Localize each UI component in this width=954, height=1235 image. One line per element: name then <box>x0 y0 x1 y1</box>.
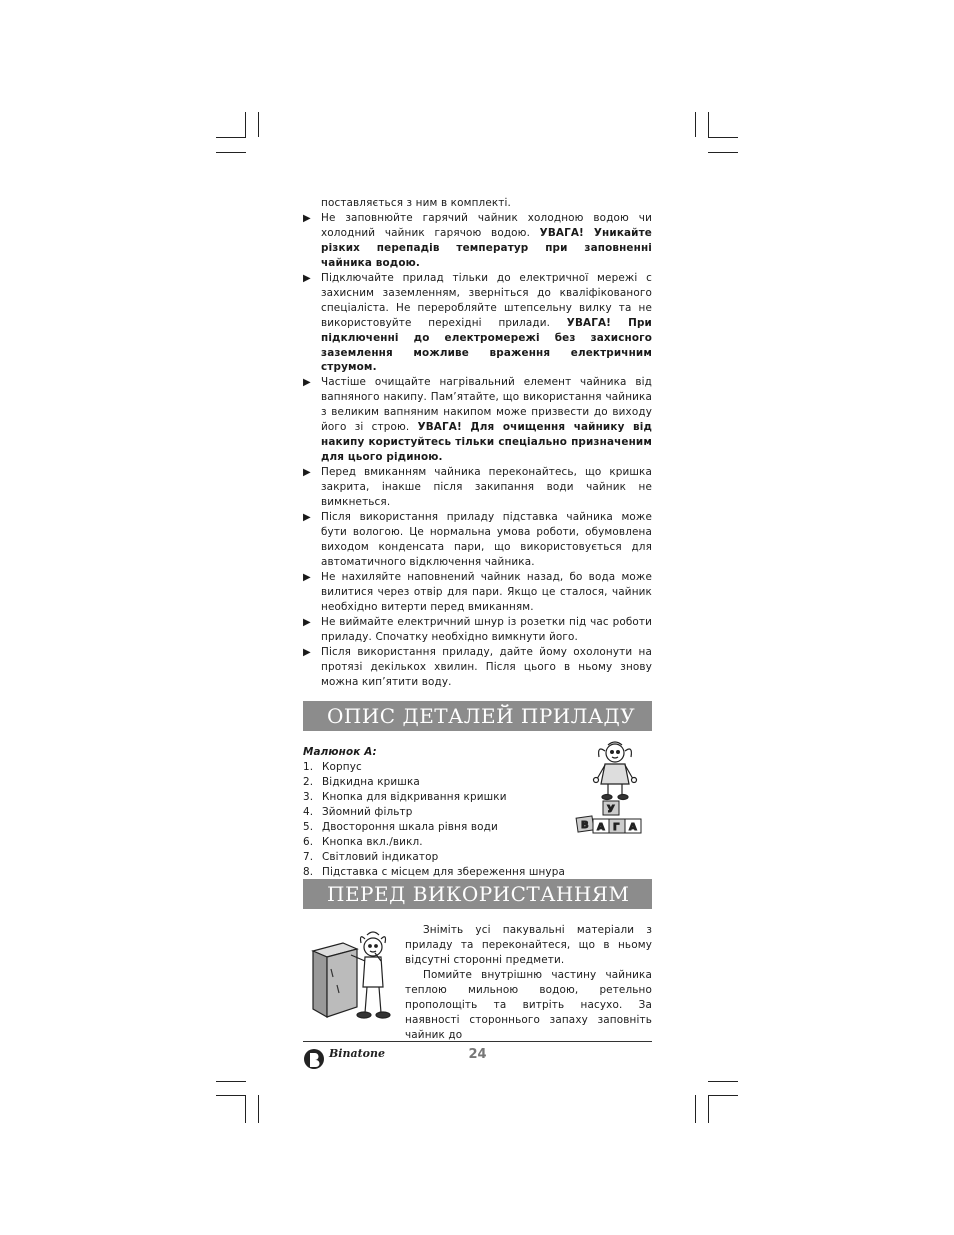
item-number: 5. <box>303 821 314 834</box>
before-use-text <box>405 923 652 1043</box>
crop-mark <box>708 1081 738 1082</box>
block-letter: А <box>597 822 605 834</box>
item-text: Корпус <box>322 761 362 774</box>
bullet-text: Не заповнюйте гарячий чайник холодною водою чи холодний чайник гарячою водою. <box>321 211 652 239</box>
item-number: 7. <box>303 851 314 864</box>
bullet-text: Після використання приладу підставка чайника може бути вологою. Це нормальна умова роботи, обумовлена виходом конденсата пари, що використовується для автоматичного відключення чайника. <box>321 511 652 568</box>
safety-bullet-list <box>303 211 652 690</box>
right-triangle-icon: ▶ <box>303 212 311 224</box>
crop-mark <box>708 1095 738 1096</box>
block-letter: А <box>629 822 637 834</box>
item-number: 4. <box>303 806 314 819</box>
item-number: 1. <box>303 761 314 774</box>
crop-mark <box>245 1095 246 1123</box>
right-triangle-icon: ▶ <box>303 272 311 284</box>
crop-mark <box>708 112 709 137</box>
item-number: 8. <box>303 866 314 879</box>
item-text: Кнопка для відкривання кришки <box>322 791 507 804</box>
crop-mark <box>216 1081 246 1082</box>
bullet-text: Перед вмиканням чайника переконайтесь, що кришка закрита, інакше після закипання води чайник не вимкнеться. <box>321 466 652 509</box>
crop-mark <box>695 1095 696 1123</box>
crop-mark <box>708 1095 709 1123</box>
item-text: Кнопка вкл./викл. <box>322 836 423 849</box>
section-heading-parts: ОПИС ДЕТАЛЕЙ ПРИЛАДУ <box>303 701 652 731</box>
right-triangle-icon: ▶ <box>303 646 311 658</box>
bullet-text: Частіше очищайте нагрівальний елемент чайника від вапняного накипу. Пам’ятайте, що використання чайника з великим вапняним накипом може призвести до виходу його зі строю. <box>321 376 652 434</box>
bullet-item <box>303 465 652 510</box>
right-triangle-icon: ▶ <box>303 571 311 583</box>
cartoon-figure-blocks <box>575 737 655 847</box>
item-text: Світловий індикатор <box>322 851 439 864</box>
figure-label: Малюнок А: <box>303 746 377 759</box>
item-text: Підставка с місцем для збереження шнура <box>322 866 565 879</box>
crop-mark <box>245 112 246 137</box>
crop-mark <box>258 1095 259 1123</box>
list-item <box>303 850 652 865</box>
crop-mark <box>258 112 259 137</box>
bullet-text: Не нахиляйте наповнений чайник назад, бо вода може вилитися через отвір для пари. Якщо це сталося, чайник необхідно витерти перед вмиканням. <box>321 570 652 613</box>
bullet-text: Підключайте прилад тільки до електричної мережі с захисним заземленням, зверніться до кваліфікованого спеціаліста. Не переробляйте штепсельну вилку та не використовуйте перехідні прилади. <box>321 271 652 329</box>
item-number: 6. <box>303 836 314 849</box>
bullet-item <box>303 510 652 570</box>
parts-section <box>303 745 652 879</box>
crop-mark <box>708 152 738 153</box>
page-content <box>303 196 653 1042</box>
right-triangle-icon: ▶ <box>303 377 311 389</box>
item-text: Відкидна кришка <box>322 776 420 789</box>
brand-name: Binatone <box>329 1047 386 1060</box>
intro-line: поставляється з ним в комплекті. <box>321 197 512 209</box>
paragraph: Помийте внутрішню частину чайника теплою мильною водою, ретельно прополощіть та витріть насухо. За наявності стороннього запаху заповніть чайник до <box>405 969 652 1042</box>
bullet-item <box>303 271 652 376</box>
page-footer <box>303 1041 652 1072</box>
bullet-item <box>303 375 652 465</box>
item-number: 2. <box>303 776 314 789</box>
bullet-item <box>303 645 652 690</box>
bullet-warning: УВАГА! При підключенні до електромережі без захисного заземлення можливе враження електричним струмом. <box>321 316 652 374</box>
bullet-item <box>303 615 652 645</box>
bullet-item <box>303 570 652 615</box>
cartoon-unpacking-figure <box>307 929 399 1025</box>
bullet-text: Після використання приладу, дайте йому охолонути на протязі декількох хвилин. Після цього в ньому знову можна кип’ятити воду. <box>321 645 652 688</box>
crop-mark <box>216 152 246 153</box>
block-letter: Г <box>613 822 620 834</box>
section-heading-before-use: ПЕРЕД ВИКОРИСТАННЯМ <box>303 879 652 909</box>
right-triangle-icon: ▶ <box>303 616 311 628</box>
item-text: Зйомний фільтр <box>322 806 413 819</box>
crop-mark <box>216 137 246 138</box>
page-number: 24 <box>468 1047 487 1062</box>
block-letter: У <box>607 804 615 816</box>
bullet-warning: УВАГА! Для очищення чайнику від накипу користуйтесь тільки спеціально призначеним для цього рідиною. <box>321 421 653 464</box>
right-triangle-icon: ▶ <box>303 467 311 479</box>
crop-mark <box>216 1095 246 1096</box>
right-triangle-icon: ▶ <box>303 512 311 524</box>
block-letter: В <box>581 820 589 832</box>
item-text: Двостороння шкала рівня води <box>322 821 498 834</box>
bullet-text: Не виймайте електричний шнур із розетки під час роботи приладу. Спочатку необхідно вимкнути його. <box>321 615 652 643</box>
list-item <box>303 865 652 880</box>
item-number: 3. <box>303 791 314 804</box>
before-use-section <box>303 923 652 1042</box>
crop-mark <box>695 112 696 137</box>
bullet-warning: УВАГА! Уникайте різких перепадів температур при заповненні чайника водою. <box>321 226 652 269</box>
crop-mark <box>708 137 738 138</box>
bullet-item <box>303 211 652 271</box>
paragraph: Зніміть усі пакувальні матеріали з приладу та переконайтеся, що в ньому відсутні сторонні предмети. <box>405 924 652 967</box>
